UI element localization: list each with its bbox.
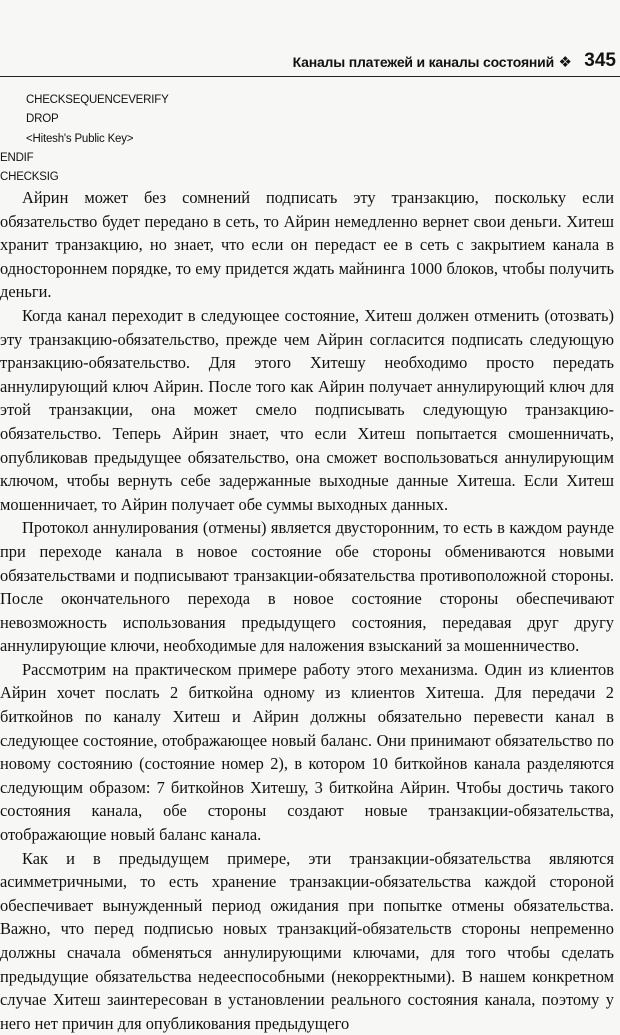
chapter-title: Каналы платежей и каналы состояний — [292, 54, 554, 70]
page-number: 345 — [584, 50, 616, 71]
code-line: DROP — [26, 113, 59, 126]
code-line: CHECKSEQUENCEVERIFY — [26, 94, 169, 106]
body-text — [0, 186, 614, 1035]
code-line: <Hitesh's Public Key> — [26, 132, 134, 145]
running-header — [0, 48, 620, 77]
code-line: CHECKSIG — [0, 171, 59, 184]
code-line: ENDIF — [0, 151, 34, 164]
paragraph: Когда канал переходит в следующее состояние, Хитеш должен отменить (отозвать) эту транзакцию-обязательство, прежде чем Айрин согласится подписать следующую транзакцию-обязательство. Для этого Хитешу необходимо просто передать аннулирующий ключ Айрин. После того как Айрин получает аннулирующий ключ для этой транзакции, она может смело подписывать следующую транзакцию-обязательство. Теперь Айрин знает, что если Хитеш попытается смошенничать, опубликовав предыдущее обязательство, она сможет воспользоваться аннулирующим ключом, чтобы вернуть себе задержанные выходные данные Хитеша. Если Хитеш мошенничает, то Айрин получает обе суммы выходных данных. — [0, 305, 614, 514]
paragraph: Рассмотрим на практическом примере работу этого механизма. Один из клиентов Айрин хочет послать 2 биткойна одному из клиентов Хитеша. Для передачи 2 биткойнов по каналу Хитеш и Айрин должны обязательно перевести канал в следующее состояние, отображающее новый баланс. Они принимают обязательство по новому состоянию (состояние номер 2), в котором 10 биткойнов канала разделяются следующим образом: 7 биткойнов Хитешу, 3 биткойна Айрин. Чтобы достичь такого состояния канала, обе стороны создают новые транзакции-обязательства, отображающие новый баланс канала. — [0, 659, 614, 845]
script-code-block — [0, 91, 600, 187]
paragraph: Протокол аннулирования (отмены) является двусторонним, то есть в каждом раунде при переходе канала в новое состояние обе стороны обмениваются новыми обязательствами и подписывают транзакции-обязательства противоположной стороны. После окончательного перехода в новое состояние стороны обеспечивают невозможность использования предыдущего состояния, передавая друг другу аннулирующие ключи, необходимые для наложения взысканий за мошенничество. — [0, 518, 614, 656]
paragraph: Айрин может без сомнений подписать эту транзакцию, поскольку если обязательство будет передано в сеть, то Айрин немедленно вернет свои деньги. Хитеш хранит транзакцию, но знает, что если он передаст ее в сеть с закрытием канала в одностороннем порядке, то ему придется ждать майнинга 1000 блоков, чтобы получить деньги. — [0, 188, 614, 302]
paragraph: Как и в предыдущем примере, эти транзакции-обязательства являются асимметричными, то есть хранение транзакции-обязательства каждой стороной обеспечивает вынужденный период ожидания при попытке отмены обязательства. Важно, что перед подписью новых транзакций-обязательств стороны непременно должны сначала обменяться аннулирующими ключами, для того чтобы сделать предыдущие обязательства недееспособными (некорректными). В нашем конкретном случае Хитеш заинтересован в установлении реального состояния канала, поэтому у него нет причин для опубликования предыдущего — [0, 848, 614, 1033]
diamond-separator-icon: ❖ — [558, 53, 572, 71]
